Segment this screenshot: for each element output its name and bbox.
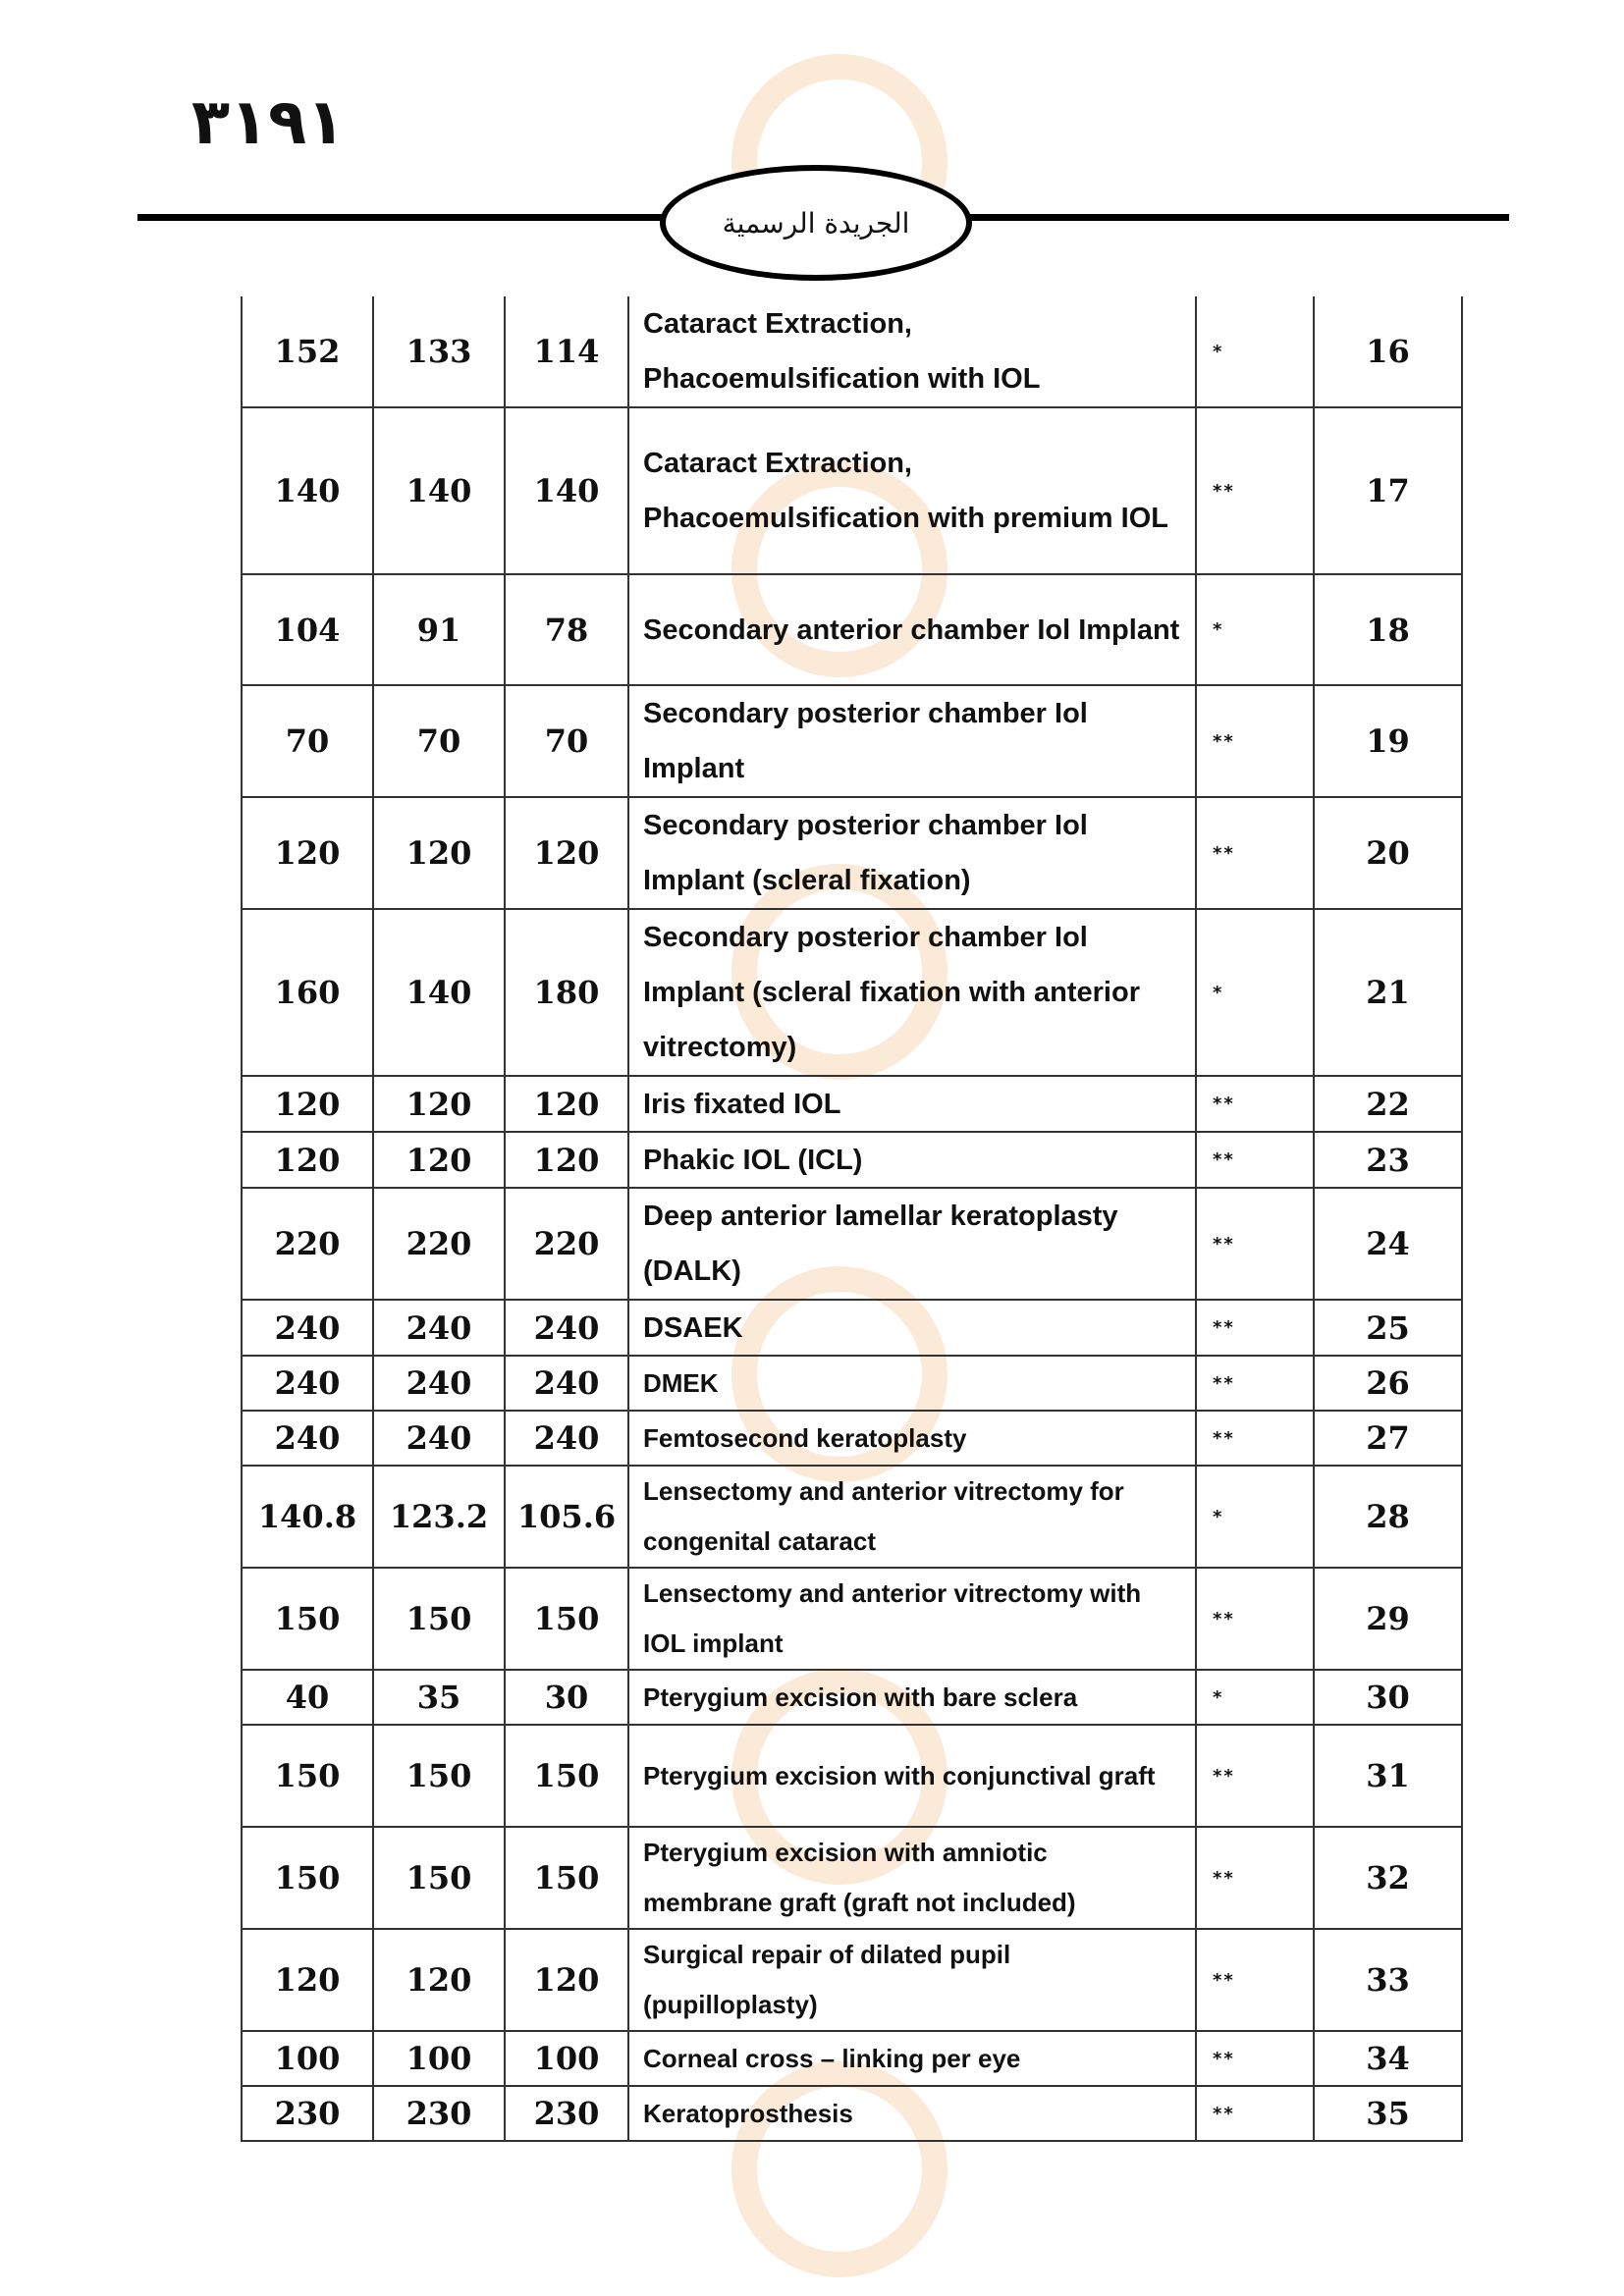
row-number: 34 — [1314, 2031, 1462, 2086]
table-row — [242, 1300, 1462, 1356]
fee-cell: 150 — [242, 1827, 373, 1929]
table-row — [242, 1188, 1462, 1300]
procedure-cell: Secondary posterior chamber Iol Implant (scleral fixation with anterior vitrectomy) — [628, 909, 1196, 1076]
row-number: 20 — [1314, 797, 1462, 909]
table-row — [242, 407, 1462, 574]
fee-cell: 150 — [505, 1725, 628, 1827]
row-number: 26 — [1314, 1356, 1462, 1411]
fee-cell: 240 — [373, 1411, 505, 1466]
row-number: 25 — [1314, 1300, 1462, 1356]
category-mark: * — [1196, 909, 1314, 1076]
row-number: 27 — [1314, 1411, 1462, 1466]
procedure-cell: DMEK — [628, 1356, 1196, 1411]
fee-cell: 123.2 — [373, 1466, 505, 1568]
table-row — [242, 296, 1462, 407]
category-mark: ** — [1196, 1411, 1314, 1466]
category-mark: * — [1196, 1670, 1314, 1725]
procedure-cell: DSAEK — [628, 1300, 1196, 1356]
fee-cell: 104 — [242, 574, 373, 685]
row-number: 30 — [1314, 1670, 1462, 1725]
category-mark: ** — [1196, 1827, 1314, 1929]
fee-cell: 140 — [373, 909, 505, 1076]
fee-cell: 240 — [242, 1356, 373, 1411]
procedure-cell: Pterygium excision with amniotic membrane graft (graft not included) — [628, 1827, 1196, 1929]
procedure-cell: Deep anterior lamellar keratoplasty (DALK) — [628, 1188, 1196, 1300]
fee-cell: 180 — [505, 909, 628, 1076]
row-number: 21 — [1314, 909, 1462, 1076]
table-row — [242, 1929, 1462, 2031]
procedure-cell: Lensectomy and anterior vitrectomy for congenital cataract — [628, 1466, 1196, 1568]
category-mark: ** — [1196, 1132, 1314, 1188]
fee-cell: 120 — [242, 1076, 373, 1132]
fee-cell: 140 — [373, 407, 505, 574]
category-mark: * — [1196, 296, 1314, 407]
procedure-cell: Secondary posterior chamber Iol Implant — [628, 685, 1196, 797]
row-number: 19 — [1314, 685, 1462, 797]
table-row — [242, 1568, 1462, 1670]
fee-cell: 100 — [505, 2031, 628, 2086]
table-row — [242, 1411, 1462, 1466]
fee-cell: 35 — [373, 1670, 505, 1725]
fee-cell: 120 — [242, 1929, 373, 2031]
fee-cell: 100 — [242, 2031, 373, 2086]
category-mark: ** — [1196, 685, 1314, 797]
fee-cell: 240 — [505, 1300, 628, 1356]
table-row — [242, 2086, 1462, 2141]
fee-cell: 150 — [373, 1725, 505, 1827]
row-number: 35 — [1314, 2086, 1462, 2141]
row-number: 24 — [1314, 1188, 1462, 1300]
table-row — [242, 1356, 1462, 1411]
row-number: 23 — [1314, 1132, 1462, 1188]
procedure-cell: Femtosecond keratoplasty — [628, 1411, 1196, 1466]
fee-cell: 120 — [373, 1076, 505, 1132]
procedure-cell: Corneal cross – linking per eye — [628, 2031, 1196, 2086]
fee-cell: 30 — [505, 1670, 628, 1725]
page-number: ٣١٩١ — [191, 86, 346, 159]
table-row — [242, 909, 1462, 1076]
category-mark: ** — [1196, 797, 1314, 909]
fee-cell: 114 — [505, 296, 628, 407]
fee-cell: 240 — [242, 1300, 373, 1356]
procedure-cell: Pterygium excision with bare sclera — [628, 1670, 1196, 1725]
category-mark: ** — [1196, 1929, 1314, 2031]
fee-cell: 220 — [505, 1188, 628, 1300]
fee-cell: 120 — [505, 1132, 628, 1188]
category-mark: * — [1196, 1466, 1314, 1568]
category-mark: ** — [1196, 1300, 1314, 1356]
category-mark: * — [1196, 574, 1314, 685]
fee-cell: 150 — [242, 1725, 373, 1827]
row-number: 28 — [1314, 1466, 1462, 1568]
fee-cell: 240 — [242, 1411, 373, 1466]
procedure-cell: Iris fixated IOL — [628, 1076, 1196, 1132]
fees-table — [241, 296, 1463, 2142]
fee-cell: 140.8 — [242, 1466, 373, 1568]
procedure-cell: Keratoprosthesis — [628, 2086, 1196, 2141]
table-row — [242, 1670, 1462, 1725]
row-number: 29 — [1314, 1568, 1462, 1670]
row-number: 16 — [1314, 296, 1462, 407]
fee-cell: 150 — [505, 1568, 628, 1670]
fee-cell: 91 — [373, 574, 505, 685]
fee-cell: 100 — [373, 2031, 505, 2086]
fee-cell: 120 — [242, 1132, 373, 1188]
fee-cell: 240 — [373, 1356, 505, 1411]
procedure-cell: Cataract Extraction, Phacoemulsification with IOL — [628, 296, 1196, 407]
fee-cell: 152 — [242, 296, 373, 407]
fee-cell: 240 — [373, 1300, 505, 1356]
procedure-cell: Secondary anterior chamber Iol Implant — [628, 574, 1196, 685]
fee-cell: 70 — [505, 685, 628, 797]
category-mark: ** — [1196, 407, 1314, 574]
fee-cell: 120 — [373, 1132, 505, 1188]
category-mark: ** — [1196, 1356, 1314, 1411]
fee-cell: 70 — [242, 685, 373, 797]
fee-cell: 78 — [505, 574, 628, 685]
row-number: 32 — [1314, 1827, 1462, 1929]
journal-title-oval — [660, 165, 972, 281]
table-row — [242, 2031, 1462, 2086]
fee-cell: 120 — [505, 1929, 628, 2031]
procedure-cell: Secondary posterior chamber Iol Implant (scleral fixation) — [628, 797, 1196, 909]
fee-cell: 120 — [373, 797, 505, 909]
table-row — [242, 1827, 1462, 1929]
fee-cell: 70 — [373, 685, 505, 797]
table-row — [242, 685, 1462, 797]
category-mark: ** — [1196, 1568, 1314, 1670]
fee-cell: 120 — [373, 1929, 505, 2031]
procedure-cell: Phakic IOL (ICL) — [628, 1132, 1196, 1188]
procedure-cell: Surgical repair of dilated pupil (pupilloplasty) — [628, 1929, 1196, 2031]
fee-cell: 220 — [242, 1188, 373, 1300]
fee-cell: 230 — [373, 2086, 505, 2141]
fee-cell: 120 — [505, 1076, 628, 1132]
table-row — [242, 1076, 1462, 1132]
fee-cell: 133 — [373, 296, 505, 407]
procedure-cell: Pterygium excision with conjunctival graft — [628, 1725, 1196, 1827]
fee-cell: 150 — [373, 1568, 505, 1670]
category-mark: ** — [1196, 1188, 1314, 1300]
table-row — [242, 574, 1462, 685]
table-row — [242, 797, 1462, 909]
header-rule — [137, 214, 668, 221]
fee-cell: 150 — [505, 1827, 628, 1929]
fee-cell: 105.6 — [505, 1466, 628, 1568]
table-row — [242, 1466, 1462, 1568]
table-row — [242, 1725, 1462, 1827]
fee-cell: 220 — [373, 1188, 505, 1300]
fee-cell: 160 — [242, 909, 373, 1076]
header-rule — [967, 214, 1509, 221]
fee-cell: 120 — [242, 797, 373, 909]
category-mark: ** — [1196, 2031, 1314, 2086]
fee-cell: 120 — [505, 797, 628, 909]
table-row — [242, 1132, 1462, 1188]
fee-cell: 230 — [242, 2086, 373, 2141]
procedure-cell: Lensectomy and anterior vitrectomy with IOL implant — [628, 1568, 1196, 1670]
procedure-cell: Cataract Extraction, Phacoemulsification with premium IOL — [628, 407, 1196, 574]
category-mark: ** — [1196, 1725, 1314, 1827]
category-mark: ** — [1196, 2086, 1314, 2141]
row-number: 31 — [1314, 1725, 1462, 1827]
fee-cell: 140 — [505, 407, 628, 574]
fee-cell: 240 — [505, 1411, 628, 1466]
fee-cell: 240 — [505, 1356, 628, 1411]
category-mark: ** — [1196, 1076, 1314, 1132]
fee-cell: 40 — [242, 1670, 373, 1725]
fee-cell: 230 — [505, 2086, 628, 2141]
fee-cell: 150 — [373, 1827, 505, 1929]
row-number: 18 — [1314, 574, 1462, 685]
row-number: 22 — [1314, 1076, 1462, 1132]
row-number: 33 — [1314, 1929, 1462, 2031]
journal-name: الجريدة الرسمية — [722, 206, 910, 240]
row-number: 17 — [1314, 407, 1462, 574]
fee-cell: 140 — [242, 407, 373, 574]
fee-cell: 150 — [242, 1568, 373, 1670]
